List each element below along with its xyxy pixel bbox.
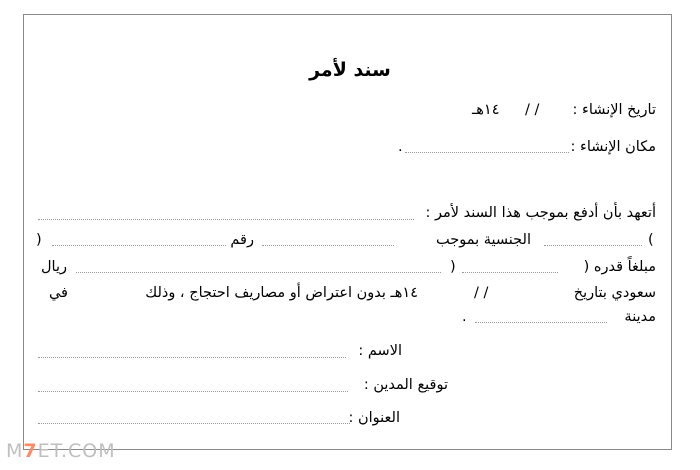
- address-line: [38, 423, 350, 424]
- amount-close-paren: ): [450, 259, 456, 275]
- pledge-line: [38, 219, 414, 220]
- document-title: سند لأمر: [309, 59, 391, 81]
- amount-label: مبلغاً قدره (: [583, 259, 656, 275]
- city-line: [475, 322, 607, 323]
- amount-digits-line: [462, 272, 558, 273]
- creation-date-slashes: / /: [525, 102, 540, 118]
- debtor-signature-line: [38, 391, 348, 392]
- id-number-line: [52, 245, 226, 246]
- name-label: الاسم :: [358, 343, 402, 359]
- nationality-open-paren: (: [648, 232, 654, 248]
- nationality-line: [544, 245, 642, 246]
- payment-date-label: سعودي بتاريخ: [573, 285, 656, 301]
- creation-date-label: تاريخ الإنشاء :: [572, 102, 656, 118]
- watermark-number: 7: [23, 440, 38, 462]
- amount-words-line: [76, 272, 441, 273]
- creation-place-line: [405, 152, 569, 153]
- nationality-text: الجنسية بموجب: [436, 232, 531, 248]
- debtor-signature-label: توقيع المدين :: [363, 377, 448, 393]
- id-number-label: رقم: [230, 232, 254, 248]
- watermark-pre: M: [6, 440, 24, 462]
- creation-place-end: .: [398, 139, 403, 155]
- watermark-post: ET.COM: [37, 440, 116, 462]
- creation-date-hijri: ١٤هـ: [472, 102, 500, 118]
- currency-label: ريال: [41, 259, 67, 275]
- creation-place-label: مكان الإنشاء :: [570, 139, 656, 155]
- site-watermark: [6, 440, 116, 462]
- payment-in-word: في: [48, 285, 68, 301]
- name-line: [38, 357, 346, 358]
- nationality-close-paren: ): [36, 232, 42, 248]
- address-label: العنوان :: [348, 410, 400, 426]
- id-line: [262, 245, 394, 246]
- payment-terms-text: ١٤هـ بدون اعتراض أو مصاريف احتجاج ، وذلك: [145, 285, 418, 301]
- city-end: .: [462, 309, 467, 325]
- payment-date-slashes: / /: [474, 285, 489, 301]
- pledge-text: أتعهد بأن أدفع بموجب هذا السند لأمر :: [425, 205, 656, 221]
- city-label: مدينة: [624, 309, 656, 325]
